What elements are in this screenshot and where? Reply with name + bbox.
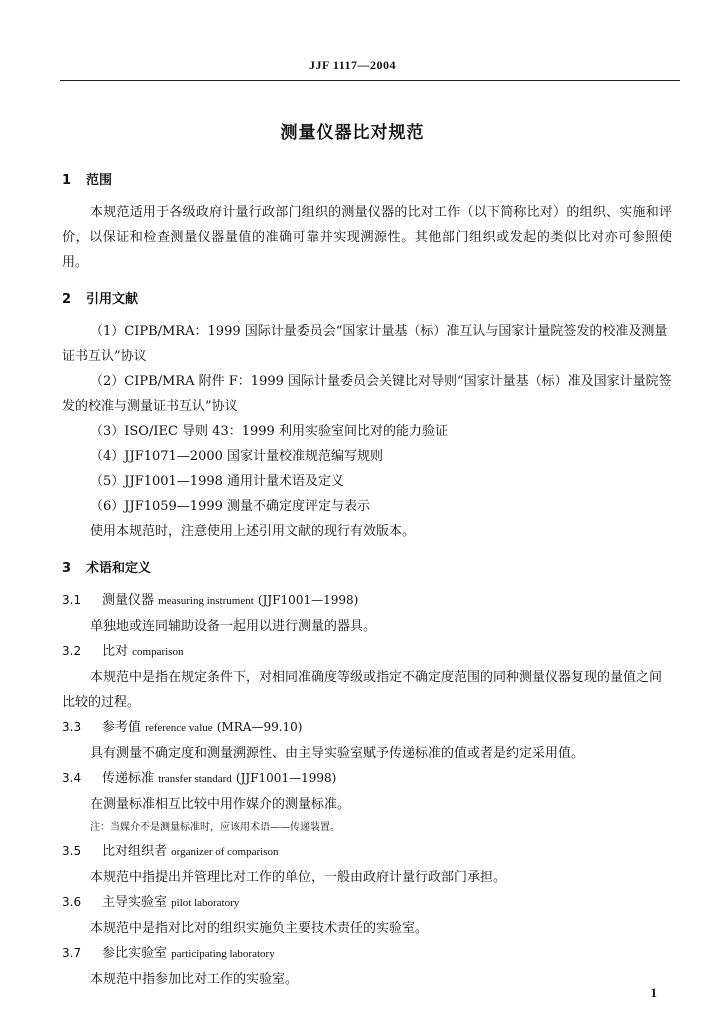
header-rule [60, 80, 680, 81]
term-number: 3.2 [62, 644, 82, 658]
term-en: transfer standard [158, 773, 232, 785]
term-number: 3.5 [62, 844, 82, 858]
document-title: 测量仪器比对规范 [280, 123, 425, 143]
term-ref: (MRA—99.10) [216, 720, 303, 734]
section-title: 术语和定义 [86, 561, 152, 576]
document-body [62, 170, 672, 992]
section-heading-references [62, 289, 672, 311]
term-number: 3.1 [62, 593, 82, 607]
term-zh: 参考值 [102, 720, 142, 735]
section-number: 2 [62, 292, 72, 307]
section-title: 范围 [86, 173, 113, 188]
term-zh: 参比实验室 [102, 946, 168, 961]
term-en: measuring instrument [158, 595, 254, 607]
section-heading-scope [62, 170, 672, 192]
term-en: participating laboratory [171, 948, 275, 960]
reference-item: （6）JJF1059—1999 测量不确定度评定与表示 [90, 499, 371, 514]
references-closing: 使用本规范时，注意使用上述引用文献的现行有效版本。 [90, 524, 416, 539]
term-definition: 本规范中是指在规定条件下，对相同准确度等级或指定不确定度范围的同种测量仪器复现的量值之间比较的过程。 [62, 670, 663, 710]
term-definition: 在测量标准相互比较中用作媒介的测量标准。 [90, 797, 351, 812]
term-zh: 传递标准 [102, 771, 155, 786]
reference-item: （4）JJF1071—2000 国家计量校准规范编写规则 [90, 449, 384, 464]
term-number: 3.7 [62, 946, 82, 960]
term-entry [62, 890, 672, 916]
term-en: reference value [145, 722, 213, 734]
term-ref: (JJF1001—1998) [235, 771, 337, 785]
term-entry [62, 715, 672, 741]
term-entry [62, 588, 672, 614]
term-zh: 主导实验室 [102, 895, 168, 910]
term-definition: 本规范中是指对比对的组织实施负主要技术责任的实验室。 [90, 921, 429, 936]
term-ref: (JJF1001—1998) [257, 593, 359, 607]
term-entry [62, 941, 672, 967]
term-en: organizer of comparison [171, 846, 279, 858]
term-definition: 具有测量不确定度和测量溯源性、由主导实验室赋予传递标准的值或者是约定采用值。 [90, 746, 585, 761]
term-definition: 本规范中指参加比对工作的实验室。 [90, 972, 299, 987]
term-entry [62, 766, 672, 792]
section-heading-terms [62, 558, 672, 580]
reference-item: （1）CIPB/MRA：1999 国际计量委员会“国家计量基（标）准互认与国家计量院签发的校准及测量证书互认”协议 [62, 324, 668, 364]
term-zh: 测量仪器 [102, 593, 155, 608]
reference-item: （2）CIPB/MRA 附件 F：1999 国际计量委员会关键比对导则“国家计量基（标）准及国家计量院签发的校准与测量证书互认”协议 [62, 374, 672, 414]
term-zh: 比对 [102, 644, 129, 659]
term-en: comparison [132, 646, 184, 658]
term-zh: 比对组织者 [102, 844, 168, 859]
term-definition: 单独地或连同辅助设备一起用以进行测量的器具。 [90, 619, 377, 634]
term-entry [62, 839, 672, 865]
term-note: 注：当媒介不是测量标准时，应该用术语——传递装置。 [90, 822, 340, 833]
section-number: 1 [62, 173, 72, 188]
reference-item: （5）JJF1001—1998 通用计量术语及定义 [90, 474, 345, 489]
reference-item: （3）ISO/IEC 导则 43：1999 利用实验室间比对的能力验证 [90, 424, 448, 439]
term-number: 3.6 [62, 895, 82, 909]
term-en: pilot laboratory [171, 897, 240, 909]
term-number: 3.3 [62, 720, 82, 734]
section-number: 3 [62, 561, 72, 576]
term-definition: 本规范中指提出并管理比对工作的单位，一般由政府计量行政部门承担。 [90, 870, 507, 885]
page-number: 1 [650, 985, 657, 1000]
running-header: JJF 1117—2004 [308, 58, 397, 72]
term-number: 3.4 [62, 771, 82, 785]
term-entry [62, 639, 672, 665]
scope-paragraph: 本规范适用于各级政府计量行政部门组织的测量仪器的比对工作（以下简称比对）的组织、实施和评价，以保证和检查测量仪器量值的准确可靠并实现溯源性。其他部门组织或发起的类似比对亦可参照使用。 [62, 205, 672, 270]
section-title: 引用文献 [86, 292, 139, 307]
